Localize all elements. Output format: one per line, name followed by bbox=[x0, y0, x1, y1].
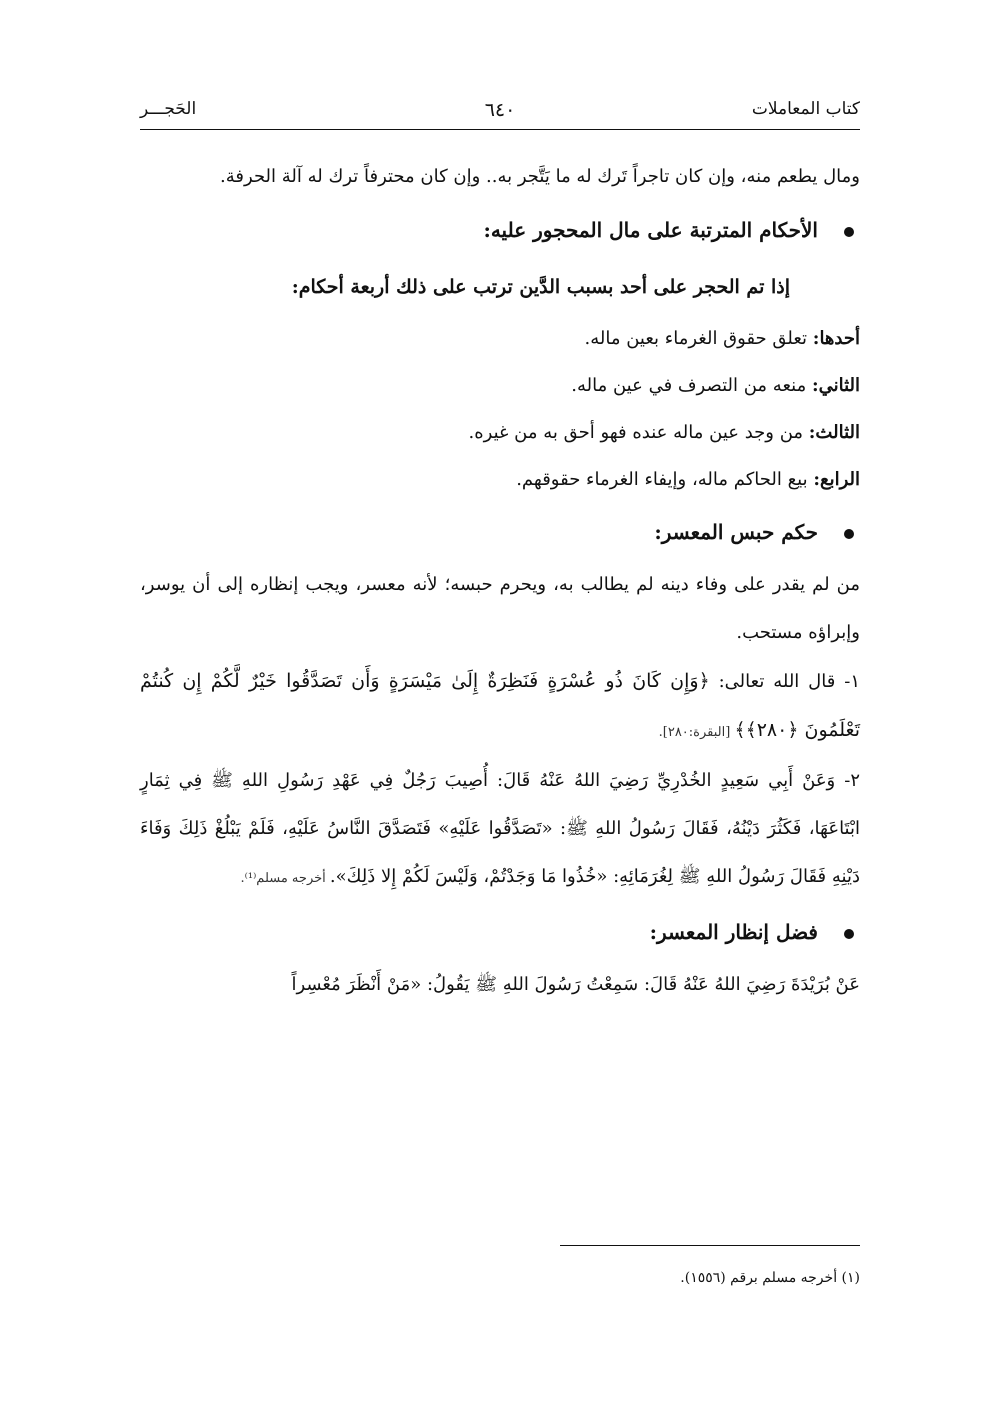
grace-paragraph: عَنْ بُرَيْدَةَ رَضِيَ اللهُ عَنْهُ قَالَ: سَمِعْتُ رَسُولَ اللهِ ﷺ يَقُولُ: «مَنْ أَنْظَرَ مُعْسِراً bbox=[291, 974, 860, 995]
section-heading-debtor-imprisonment bbox=[140, 503, 860, 561]
bullet-icon bbox=[844, 227, 854, 237]
verse-reference: [البقرة:٢٨٠]. bbox=[658, 725, 735, 740]
evidence-item-2 bbox=[140, 757, 860, 903]
ruling-item bbox=[140, 409, 860, 456]
hadith-text: ٢- وَعَنْ أَبِي سَعِيدٍ الخُدْرِيِّ رَضِيَ اللهُ عَنْهُ قَالَ: أُصِيبَ رَجُلٌ فِي عَهْدِ رَسُولِ اللهِ ﷺ فِي ثِمَارٍ ابْتَاعَهَا، فَكَثُرَ دَيْنُهُ، فَقَالَ رَسُولُ اللهِ ﷺ: «تَصَدَّقُوا عَلَيْهِ» فَتَصَدَّقَ النَّاسُ عَلَيْهِ، فَلَمْ يَبْلُغْ ذَلِكَ وَفَاءَ دَيْنِهِ فَقَالَ رَسُولُ اللهِ ﷺ لِغُرَمَائِهِ: «خُذُوا مَا وَجَدْتُمْ، وَلَيْسَ لَكُمْ إِلا ذَلِكَ». bbox=[140, 770, 860, 887]
page-body bbox=[140, 153, 860, 1009]
header-divider bbox=[140, 129, 860, 130]
document-page bbox=[140, 95, 860, 1335]
ruling-item bbox=[140, 362, 860, 409]
page-number: ٦٤٠ bbox=[484, 99, 516, 121]
ruling-label: أحدها: bbox=[812, 328, 860, 349]
ruling-item bbox=[140, 456, 860, 503]
evidence-prefix: ١- قال الله تعالى: bbox=[709, 671, 860, 692]
ruling-text: منعه من التصرف في عين ماله. bbox=[571, 375, 812, 396]
ruling-label: الرابع: bbox=[813, 469, 860, 490]
debtor-paragraph: من لم يقدر على وفاء دينه لم يطالب به، ويحرم حبسه؛ لأنه معسر، ويجب إنظاره إلى أن يوسر، وإبراؤه مستحب. bbox=[140, 574, 860, 643]
ruling-label: الثالث: bbox=[808, 422, 860, 443]
section-heading-text: حكم حبس المعسر: bbox=[654, 520, 818, 544]
section-heading-text: فضل إنظار المعسر: bbox=[649, 920, 818, 944]
ruling-text: من وجد عين ماله عنده فهو أحق به من غيره. bbox=[468, 422, 809, 443]
intro-paragraph: ومال يطعم منه، وإن كان تاجراً تَرك له ما يَتَّجر به.. وإن كان محترفاً ترك له آلة الحرفة. bbox=[220, 166, 860, 187]
section-heading-rulings bbox=[140, 201, 860, 259]
running-header bbox=[140, 95, 860, 125]
evidence-item-1 bbox=[140, 657, 860, 757]
section-subheading: إذا تم الحجر على أحد بسبب الدَّين ترتب على ذلك أربعة أحكام: bbox=[291, 276, 790, 298]
bullet-icon bbox=[844, 529, 854, 539]
book-title: كتاب المعاملات bbox=[751, 99, 860, 119]
footnote-divider bbox=[560, 1245, 860, 1246]
ruling-item bbox=[140, 315, 860, 362]
footnote: (١) أخرجه مسلم برقم (١٥٥٦). bbox=[680, 1270, 860, 1286]
chapter-title: الحَجـــر bbox=[140, 99, 197, 119]
section-heading-grace-virtue bbox=[140, 903, 860, 961]
hadith-source: أخرجه مسلم⁽¹⁾. bbox=[240, 871, 330, 886]
quran-verse: ﴿وَإِن كَانَ ذُو عُسْرَةٍ فَنَظِرَةٌ إِلَىٰ مَيْسَرَةٍ وَأَن تَصَدَّقُوا خَيْرٌ لَّكُمْ إِن كُنتُمْ تَعْلَمُونَ ﴿٢٨٠﴾﴾ bbox=[140, 670, 860, 741]
ruling-text: بيع الحاكم ماله، وإيفاء الغرماء حقوقهم. bbox=[516, 469, 814, 490]
ruling-label: الثاني: bbox=[811, 375, 860, 396]
ruling-text: تعلق حقوق الغرماء بعين ماله. bbox=[584, 328, 813, 349]
section-heading-text: الأحكام المترتبة على مال المحجور عليه: bbox=[483, 218, 818, 242]
bullet-icon bbox=[844, 929, 854, 939]
